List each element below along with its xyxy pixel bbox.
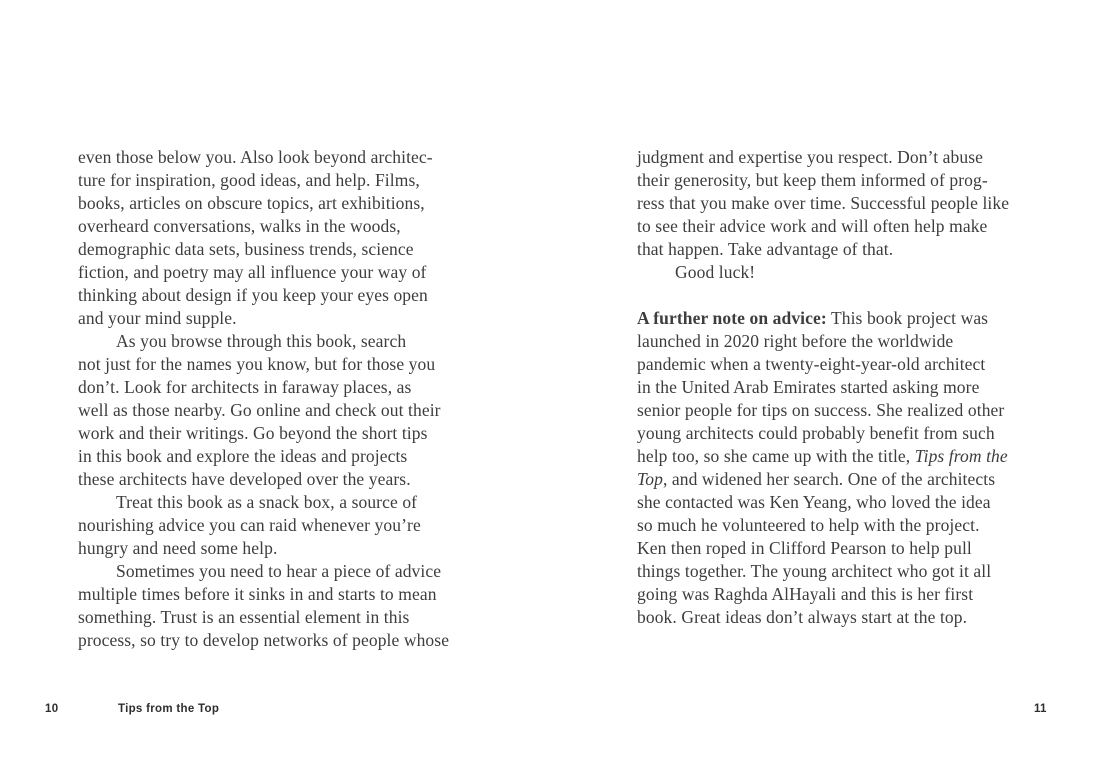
text-run: she contacted was Ken Yeang, who loved the idea xyxy=(637,492,991,512)
text-run: so much he volunteered to help with the project. xyxy=(637,515,980,535)
text-run: launched in 2020 right before the worldwide xyxy=(637,331,954,351)
text-line xyxy=(78,560,458,583)
text-run: that happen. Take advantage of that. xyxy=(637,239,894,259)
text-line xyxy=(637,307,1015,330)
text-run: help too, so she came up with the title, xyxy=(637,446,915,466)
running-head: Tips from the Top xyxy=(118,703,220,715)
text-run: Sometimes you need to hear a piece of advice xyxy=(116,561,442,581)
text-run: This book project was xyxy=(826,308,989,328)
italic-text-run: Top xyxy=(637,469,663,489)
text-run: these architects have developed over the years. xyxy=(78,469,411,489)
text-run: book. Great ideas don’t always start at the top. xyxy=(637,607,968,627)
text-run: Treat this book as a snack box, a source of xyxy=(116,492,418,512)
text-run: going was Raghda AlHayali and this is her first xyxy=(637,584,974,604)
text-line xyxy=(78,169,458,192)
text-line xyxy=(637,468,1015,491)
text-run: judgment and expertise you respect. Don’t abuse xyxy=(637,147,984,167)
text-line xyxy=(78,215,458,238)
text-line xyxy=(78,606,458,629)
text-line xyxy=(78,353,458,376)
text-line xyxy=(78,445,458,468)
text-run: overheard conversations, walks in the woods, xyxy=(78,216,401,236)
italic-text-run: Tips from the xyxy=(914,446,1008,466)
text-line xyxy=(78,468,458,491)
bold-text-run: A further note on advice: xyxy=(637,308,827,328)
text-line xyxy=(78,376,458,399)
text-line xyxy=(637,606,1015,629)
text-run: their generosity, but keep them informed of prog- xyxy=(637,170,988,190)
text-line xyxy=(78,399,458,422)
right-page-number: 11 xyxy=(1034,703,1047,715)
text-run: fiction, and poetry may all influence your way of xyxy=(78,262,427,282)
text-line xyxy=(78,307,458,330)
text-run: nourishing advice you can raid whenever you’re xyxy=(78,515,421,535)
text-line xyxy=(637,146,1015,169)
text-line xyxy=(78,261,458,284)
text-run: well as those nearby. Go online and check out their xyxy=(78,400,441,420)
text-line xyxy=(637,330,1015,353)
text-line xyxy=(637,169,1015,192)
text-run: in the United Arab Emirates started asking more xyxy=(637,377,980,397)
text-run: ress that you make over time. Successful people like xyxy=(637,193,1010,213)
text-line xyxy=(78,514,458,537)
text-line xyxy=(637,491,1015,514)
text-run: something. Trust is an essential element in this xyxy=(78,607,410,627)
text-run: in this book and explore the ideas and projects xyxy=(78,446,408,466)
text-run: not just for the names you know, but for those you xyxy=(78,354,436,374)
text-run: As you browse through this book, search xyxy=(116,331,407,351)
text-run: even those below you. Also look beyond architec- xyxy=(78,147,433,167)
text-line xyxy=(637,376,1015,399)
text-line xyxy=(78,491,458,514)
text-line xyxy=(637,583,1015,606)
text-line xyxy=(637,422,1015,445)
text-run: process, so try to develop networks of people whose xyxy=(78,630,450,650)
text-run: pandemic when a twenty-eight-year-old architect xyxy=(637,354,986,374)
text-run: Good luck! xyxy=(675,262,756,282)
text-line xyxy=(637,353,1015,376)
text-run: demographic data sets, business trends, science xyxy=(78,239,414,259)
blank-line xyxy=(637,284,1015,307)
text-run: hungry and need some help. xyxy=(78,538,278,558)
text-run: and your mind supple. xyxy=(78,308,237,328)
text-run: don’t. Look for architects in faraway places, as xyxy=(78,377,412,397)
text-line xyxy=(637,238,1015,261)
text-line xyxy=(637,192,1015,215)
text-line xyxy=(637,261,1015,284)
text-line xyxy=(78,192,458,215)
text-line xyxy=(637,399,1015,422)
text-line xyxy=(637,560,1015,583)
text-run: to see their advice work and will often help make xyxy=(637,216,988,236)
left-page-number: 10 xyxy=(45,703,59,715)
right-page-text-column xyxy=(637,146,1015,629)
text-line xyxy=(78,146,458,169)
text-line xyxy=(78,537,458,560)
text-line xyxy=(78,583,458,606)
text-run: , and widened her search. One of the architects xyxy=(662,469,996,489)
left-page-text-column xyxy=(78,146,458,652)
text-run: multiple times before it sinks in and starts to mean xyxy=(78,584,437,604)
text-run: work and their writings. Go beyond the short tips xyxy=(78,423,428,443)
text-line xyxy=(78,422,458,445)
text-line xyxy=(637,514,1015,537)
text-line xyxy=(637,215,1015,238)
text-run: senior people for tips on success. She realized other xyxy=(637,400,1005,420)
text-line xyxy=(78,238,458,261)
text-run: young architects could probably benefit from such xyxy=(637,423,995,443)
text-line xyxy=(78,629,458,652)
text-run: books, articles on obscure topics, art exhibitions, xyxy=(78,193,425,213)
text-line xyxy=(78,284,458,307)
text-line xyxy=(637,537,1015,560)
text-run: things together. The young architect who got it all xyxy=(637,561,992,581)
text-run: ture for inspiration, good ideas, and help. Films, xyxy=(78,170,420,190)
text-line xyxy=(78,330,458,353)
text-run: Ken then roped in Clifford Pearson to help pull xyxy=(637,538,972,558)
text-run: thinking about design if you keep your eyes open xyxy=(78,285,428,305)
text-line xyxy=(637,445,1015,468)
